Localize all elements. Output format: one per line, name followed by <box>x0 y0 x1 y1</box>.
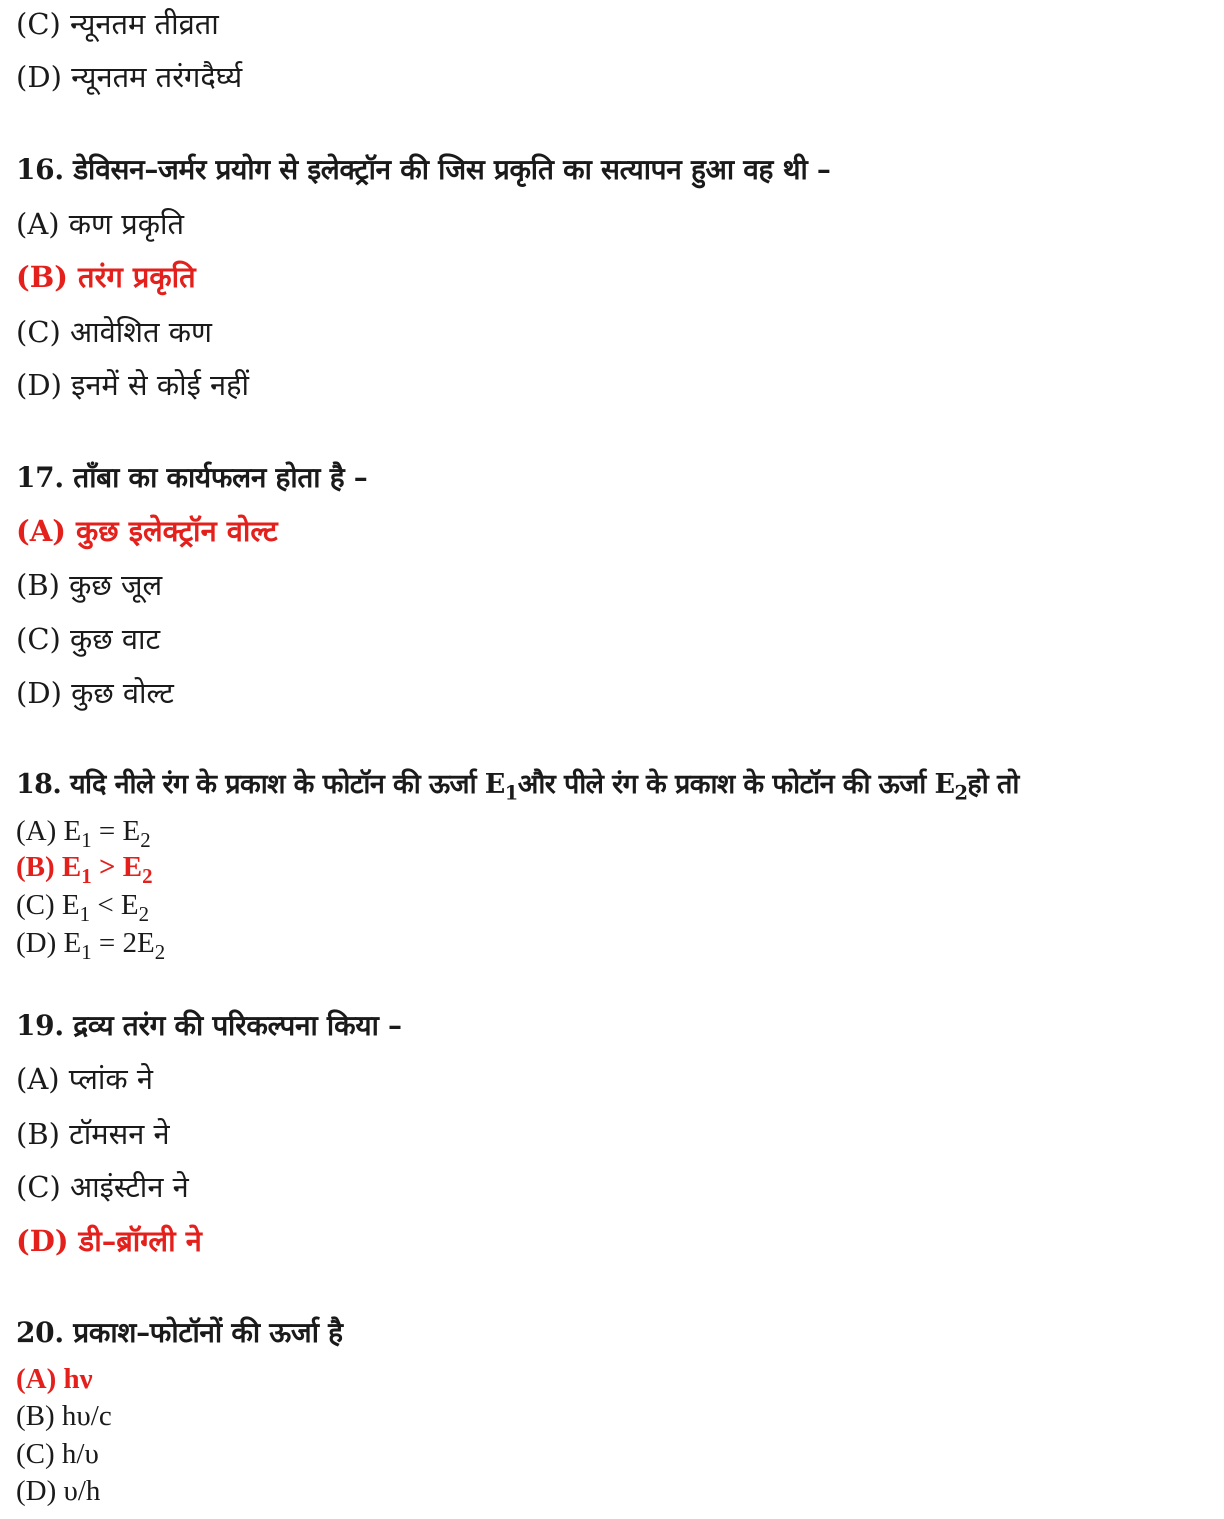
q20-question: 20. प्रकाश–फोटॉनों की ऊर्जा है <box>16 1316 343 1349</box>
q16-option-c: (C) आवेशित कण <box>16 315 213 349</box>
q19-option-a: (A) प्लांक ने <box>16 1062 154 1096</box>
q20-option-b: (B) hυ/c <box>16 1400 112 1432</box>
q15-option-c: (C) न्यूनतम तीव्रता <box>16 7 219 41</box>
q15-option-d: (D) न्यूनतम तरंगदैर्घ्य <box>16 60 243 94</box>
q16-option-a: (A) कण प्रकृति <box>16 207 185 241</box>
q18-option-a: (A) $E_1 = E_2$ <box>16 815 151 852</box>
q17-option-d: (D) कुछ वोल्ट <box>16 676 174 710</box>
q20-option-c: (C) h/υ <box>16 1438 99 1470</box>
q16-option-b-correct: (B) तरंग प्रकृति <box>16 260 196 294</box>
q20-option-a-correct: (A) hν <box>16 1363 93 1395</box>
q16-question: 16. डेविसन–जर्मर प्रयोग से इलेक्ट्रॉन की जिस प्रकृति का सत्यापन हुआ वह थी – <box>16 153 831 186</box>
q16-option-d: (D) इनमें से कोई नहीं <box>16 368 250 402</box>
q19-option-c: (C) आइंस्टीन ने <box>16 1170 189 1204</box>
q17-question: 17. ताँबा का कार्यफलन होता है – <box>16 461 368 494</box>
q17-option-c: (C) कुछ वाट <box>16 622 161 656</box>
q19-question: 19. द्रव्य तरंग की परिकल्पना किया – <box>16 1009 402 1042</box>
q18-option-b-correct: (B) $E_1 > E_2$ <box>16 851 153 888</box>
q18-question: 18. यदि नीले रंग के प्रकाश के फोटॉन की ऊर्जा $E_1और$ पीले रंग के प्रकाश के फोटॉन की ऊर्जा $E_2हो$ तो <box>16 769 1019 805</box>
q20-option-d: (D) υ/h <box>16 1475 101 1507</box>
q17-option-b: (B) कुछ जूल <box>16 568 163 602</box>
q17-option-a-correct: (A) कुछ इलेक्ट्रॉन वोल्ट <box>16 514 278 548</box>
q19-option-d-correct: (D) डी–ब्रॉग्ली ने <box>16 1224 202 1258</box>
q18-option-d: (D) $E_1 = 2E_2$ <box>16 927 166 964</box>
q19-option-b: (B) टॉमसन ने <box>16 1117 170 1151</box>
q18-option-c: (C) $E_1 < E_2$ <box>16 889 150 926</box>
